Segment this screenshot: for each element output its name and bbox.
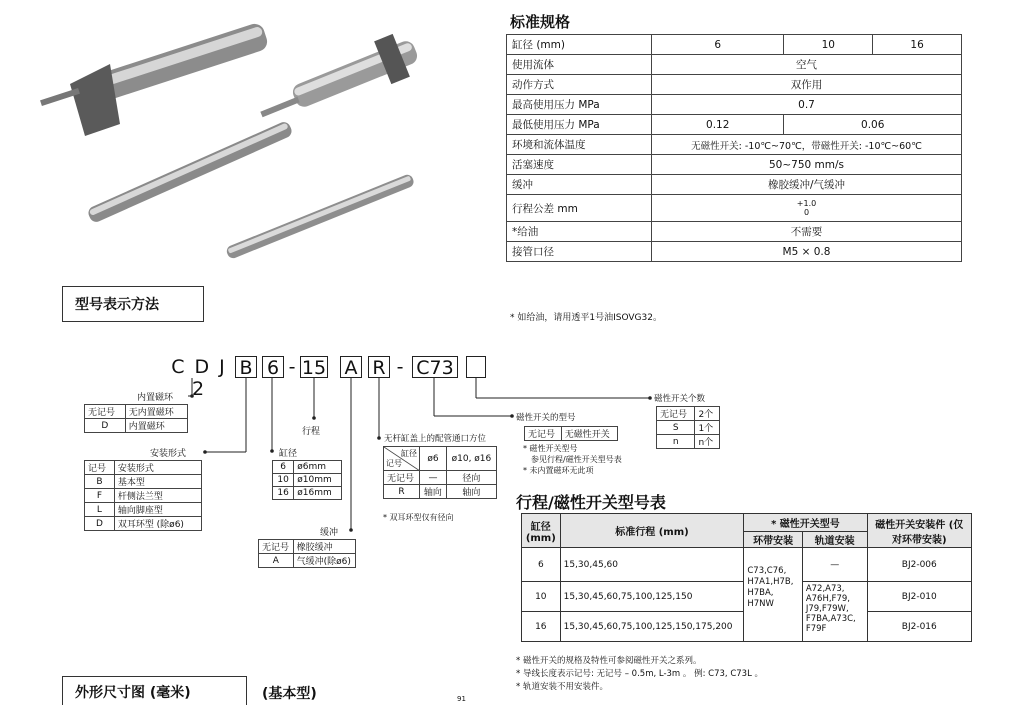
mounting-title: 安装形式 [150,449,187,459]
header-band: 环带安装 [744,532,802,548]
cell: 15,30,45,60 [560,548,744,582]
cell: 安装形式 [114,461,201,475]
switch-title: 磁性开关的型号 [516,413,576,423]
cell: 1个 [695,421,720,435]
spec-label: 最低使用压力 MPa [507,115,652,135]
cell: 15,30,45,60,75,100,125,150,175,200 [560,612,744,642]
cell: 气缓冲(除ø6) [293,554,355,568]
switch-note-1: * 磁性开关型号 [523,444,578,453]
tolerance-upper: +1.0 [796,199,817,208]
port-corner-top: 缸径 [401,449,417,458]
spec-cell: 橡胶缓冲/气缓冲 [652,175,962,195]
note-line: * 磁性开关的规格及特性可参阅磁性开关之系列。 [516,656,702,666]
cell: 无记号 [384,471,420,485]
code-mount-box: B [235,356,257,378]
cell: n [657,435,695,449]
cell: 16 [522,612,561,642]
cell: F [85,489,115,503]
header-rail: 轨道安装 [802,532,867,548]
cell: 6 [273,461,294,474]
code-dash: - [396,356,404,378]
switch-note-2: 参见行程/磁性开关型号表 [531,455,622,464]
header-bore: 缸径 (mm) [522,514,561,548]
cell: 10 [522,582,561,612]
bore-table [272,460,342,500]
note-line: * 轨道安装不用安装件。 [516,682,608,692]
port-note: * 双耳环型仅有径向 [383,513,454,522]
model-heading: 型号表示方法 [62,286,204,322]
cell: 无记号 [259,540,294,554]
code-count-box [466,356,486,378]
cell: 2个 [695,407,720,421]
cell: 轴向 [446,485,496,499]
spec-cell: 不需要 [652,222,962,242]
header-switch: * 磁性开关型号 [744,514,867,532]
code-dash: - [288,356,296,378]
code-port-box: R [368,356,390,378]
cell: 轴向脚座型 [114,503,201,517]
cell: A [259,554,294,568]
cell: L [85,503,115,517]
spec-note: * 如给油，请用透平1号油ISOVG32。 [510,313,662,323]
spec-label: 使用流体 [507,55,652,75]
spec-label: *给油 [507,222,652,242]
cell: ø6mm [294,461,342,474]
cell: 10 [273,474,294,487]
cell: S [657,421,695,435]
cell: 记号 [85,461,115,475]
switch-table [524,426,618,441]
cell: ø10mm [294,474,342,487]
note-line: * 导线长度表示记号: 无记号 – 0.5m, L-3m 。 例: C73, C73L 。 [516,669,764,679]
count-title: 磁性开关个数 [654,394,706,404]
cell: BJ2-010 [867,582,971,612]
switch-note-3: * 未内置磁环无此项 [523,466,594,475]
port-table [383,446,497,499]
cell: 内置磁环 [125,419,187,433]
tolerance-lower: 0 [803,208,810,217]
spec-label: 接管口径 [507,242,652,262]
cell: D [85,517,115,531]
cell: ø10, ø16 [446,447,496,471]
cell: — [802,548,867,582]
bottom-notes [516,655,763,694]
count-table [656,406,720,449]
stroke-switch-table [521,513,972,642]
port-title: 无杆缸盖上的配管通口方位 [384,434,487,444]
dimensions-subheading: (基本型) [262,686,317,702]
bore-title: 缸径 [279,449,298,459]
spec-cell: 双作用 [652,75,962,95]
spec-cell: 6 [652,35,784,55]
spec-label: 缓冲 [507,175,652,195]
cell: 6 [522,548,561,582]
header-std-stroke: 标准行程 (mm) [560,514,744,548]
stroke-label: 行程 [302,427,321,437]
spec-cell: M5 × 0.8 [652,242,962,262]
dimensions-heading: 外形尺寸图 (毫米) [62,676,247,705]
cell: 16 [273,487,294,500]
code-switch-box: C73 [412,356,458,378]
spec-label: 活塞速度 [507,155,652,175]
spec-label: 环境和流体温度 [507,135,652,155]
spec-cell: 16 [873,35,962,55]
cell: — [420,471,447,485]
cell: 无记号 [657,407,695,421]
stroke-table-title: 行程/磁性开关型号表 [516,493,666,512]
port-corner-cell [384,447,420,471]
spec-cell: 10 [784,35,873,55]
cell: 径向 [446,471,496,485]
spec-label: 最高使用压力 MPa [507,95,652,115]
cell: 无内置磁环 [125,405,187,419]
page-number: 91 [457,695,466,703]
spec-cell: 50~750 mm/s [652,155,962,175]
spec-cell: 空气 [652,55,962,75]
cell: 双耳环型 (除ø6) [114,517,201,531]
cell: BJ2-006 [867,548,971,582]
cell: D [85,419,126,433]
cell: n个 [695,435,720,449]
band-models: C73,C76, H7A1,H7B, H7BA, H7NW [744,548,802,642]
spec-cell: 0.7 [652,95,962,115]
cell: 轴向 [420,485,447,499]
diagonal-divider [384,447,420,471]
code-cushion-box: A [340,356,362,378]
cell: R [384,485,420,499]
spec-title: 标准规格 [510,13,571,31]
model-prefix: C D J 2 [171,356,227,400]
spec-label: 缸径 (mm) [507,35,652,55]
cell: ø16mm [294,487,342,500]
cell: 15,30,45,60,75,100,125,150 [560,582,744,612]
cushion-table [258,539,356,568]
code-stroke-box: 15 [301,357,327,379]
spec-cell: 无磁性开关: -10℃~70℃，带磁性开关: -10℃~60℃ [652,135,962,155]
header-bracket: 磁性开关安装件 (仅对环带安装) [867,514,971,548]
cell: 基本型 [114,475,201,489]
cell: 无记号 [85,405,126,419]
spec-label: 动作方式 [507,75,652,95]
spec-label: 行程公差 mm [507,195,652,222]
cell: B [85,475,115,489]
port-corner-bottom: 记号 [386,459,402,468]
spec-cell: 0.06 [784,115,962,135]
magnet-table [84,404,188,433]
code-bore-box: 6 [262,356,284,378]
spec-cell: 0.12 [652,115,784,135]
cell: ø6 [420,447,447,471]
magnet-title: 内置磁环 [137,393,174,403]
cell: 无记号 [525,427,562,441]
rail-models: A72,A73, A76H,F79, J79,F79W, F7BA,A73C, F79F [802,582,867,642]
cell: 无磁性开关 [561,427,617,441]
cell: 橡胶缓冲 [293,540,355,554]
cushion-title: 缓冲 [320,528,339,538]
cell: 杆侧法兰型 [114,489,201,503]
mounting-table [84,460,202,531]
cell: BJ2-016 [867,612,971,642]
